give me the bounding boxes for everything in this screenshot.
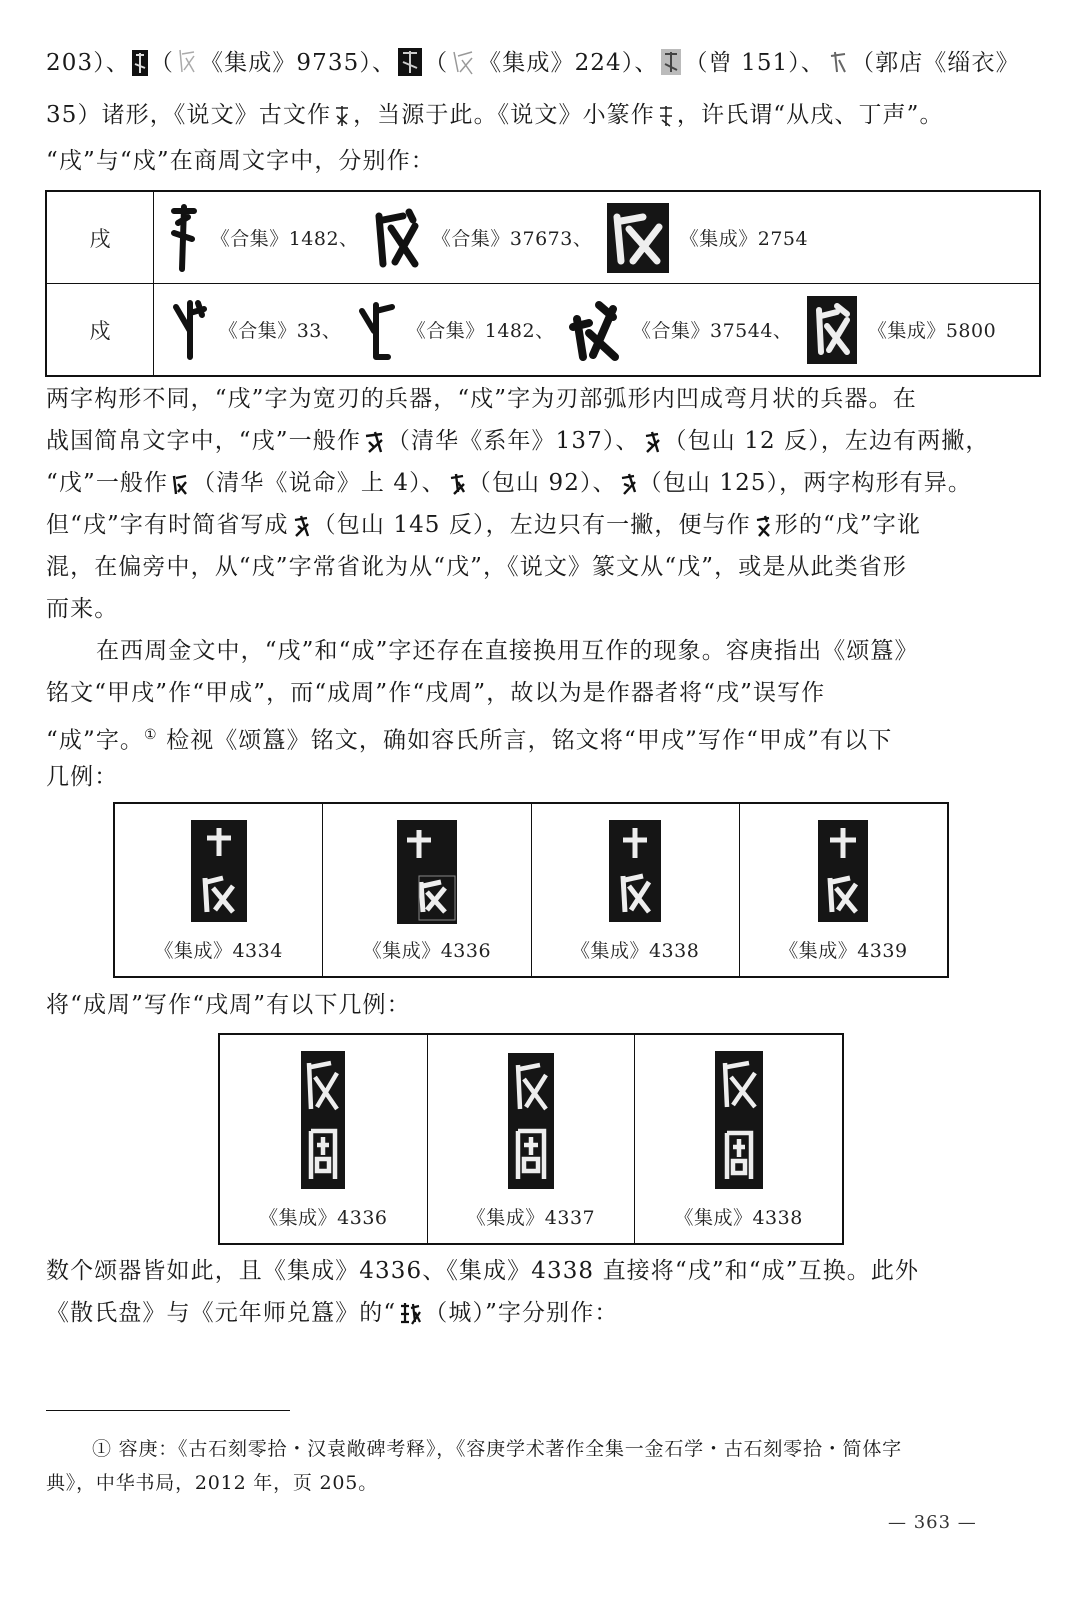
paragraph-line: “戌”与“戍”在商周文字中，分别作： — [46, 148, 435, 174]
figure-caption: 《集成》4336 — [259, 1207, 388, 1229]
text-run: 《集成》224）、 — [478, 50, 659, 76]
text-run: （包山 145 反），左边只有一撇，便与作 — [312, 512, 751, 538]
footnote-text: ① 容庚：《古石刻零拾・汉袁敞碑考释》，《容庚学术著作全集一金石学・古石刻零拾・简体字 — [92, 1438, 902, 1460]
text-run: 《集成》9735）、 — [200, 50, 397, 76]
rubbing-image — [397, 820, 457, 924]
row-header: 戍 — [46, 284, 154, 377]
paragraph-line: 而来。 — [46, 596, 119, 622]
paragraph-line — [46, 462, 1040, 504]
text-run: “戊”一般作 — [46, 470, 169, 496]
text-run: “成”字。 — [46, 727, 145, 754]
bamboo-glyph-image — [753, 512, 773, 538]
image-cell — [739, 803, 948, 977]
citation: 《合集》1482、 — [210, 228, 359, 250]
paragraph-line: 两字构形不同，“戌”字为宽刃的兵器，“戍”字为刃部弧形内凹成弯月状的兵器。在 — [46, 386, 917, 412]
guwen-glyph — [333, 104, 351, 128]
text-run: （郭店《缁衣》 — [851, 50, 1020, 76]
bamboo-glyph-image — [827, 48, 849, 76]
image-cell — [219, 1034, 427, 1244]
oracle-glyph-image — [569, 297, 621, 363]
text-run: ，当源于此。《说文》小篆作 — [353, 102, 655, 128]
oracle-glyph-image — [373, 206, 421, 270]
page-number: — 363 — — [888, 1512, 977, 1533]
paragraph-line: 几例： — [46, 764, 119, 790]
paragraph-line — [46, 94, 1040, 136]
text-run: ，许氏谓“从戌、丁声”。 — [676, 102, 944, 128]
bamboo-glyph-image — [291, 512, 311, 538]
table-row — [219, 1034, 843, 1244]
rubbing-image — [715, 1051, 763, 1189]
text-run: 检视《颂簋》铭文，确如容氏所言，铭文将“甲戌”写作“甲成”有以下 — [166, 727, 893, 754]
text-run: （曾 151）、 — [684, 50, 825, 76]
figure-caption: 《集成》4339 — [779, 940, 908, 962]
rubbing-image — [301, 1051, 345, 1189]
glyph-forms-table — [45, 190, 1041, 377]
seal-glyph — [657, 104, 675, 128]
paragraph-line — [46, 420, 1040, 462]
text-run: （包山 12 反），左边有两撇， — [663, 428, 990, 454]
table-row — [46, 284, 1040, 377]
glyph-cell — [154, 191, 1041, 284]
row-header: 戌 — [46, 191, 154, 284]
image-cell — [114, 803, 323, 977]
bronze-glyph-image — [176, 46, 198, 76]
text-run: （城）”字分别作： — [424, 1300, 619, 1326]
bamboo-glyph-image — [448, 470, 466, 496]
text-run: 203）、 — [46, 50, 130, 76]
text-run: （清华《说命》上 4）、 — [192, 470, 446, 496]
paragraph-line — [46, 714, 1040, 762]
image-cell — [427, 1034, 635, 1244]
paragraph-line — [46, 504, 1040, 546]
bronze-glyph-image — [132, 50, 148, 76]
figure-caption: 《集成》4334 — [154, 940, 283, 962]
text-run: （ — [149, 50, 175, 76]
footnote-divider — [46, 1410, 290, 1411]
image-cell — [635, 1034, 843, 1244]
citation: 《合集》37544、 — [631, 320, 793, 342]
table-row — [46, 191, 1040, 284]
bronze-rubbing-image — [807, 296, 857, 364]
rubbing-image — [818, 820, 868, 922]
chengzhou-examples-table — [218, 1033, 844, 1245]
bronze-rubbing-image — [607, 203, 669, 273]
paragraph-line — [46, 1292, 1040, 1334]
bamboo-glyph-image — [660, 48, 682, 76]
text-run: （包山 125），两字构形有异。 — [638, 470, 972, 496]
bamboo-glyph-image — [170, 470, 190, 496]
image-cell — [531, 803, 739, 977]
footnote-text: 典》，中华书局，2012 年，页 205。 — [46, 1472, 378, 1494]
oracle-glyph-image — [356, 297, 396, 363]
paragraph-line: 数个颂器皆如此，且《集成》4336、《集成》4338 直接将“戌”和“成”互换。此外 — [46, 1258, 920, 1284]
text-run: 但“戌”字有时简省写成 — [46, 512, 289, 538]
table-row — [114, 803, 948, 977]
figure-caption: 《集成》4336 — [362, 940, 492, 962]
rubbing-image — [609, 820, 661, 922]
paragraph-line: 混，在偏旁中，从“戌”字常省讹为从“戊”，《说文》篆文从“戊”，或是从此类省形 — [46, 554, 907, 580]
text-run: （清华《系年》137）、 — [386, 428, 640, 454]
text-run: 形的“戊”字讹 — [774, 512, 921, 538]
footnote-marker[interactable]: ① — [144, 727, 158, 743]
bamboo-glyph-image — [363, 428, 385, 454]
bronze-glyph-image — [450, 46, 476, 76]
citation: 《合集》33、 — [218, 320, 342, 342]
text-run: （包山 92）、 — [467, 470, 617, 496]
bamboo-glyph-image — [642, 428, 662, 454]
citation: 《合集》37673、 — [431, 228, 593, 250]
text-run: 35）诸形，《说文》古文作 — [46, 102, 332, 128]
paragraph-line: 铭文“甲戌”作“甲成”，而“成周”作“戌周”，故以为是作器者将“戌”误写作 — [46, 680, 826, 706]
rubbing-image — [508, 1053, 554, 1189]
rubbing-image — [191, 820, 247, 922]
citation: 《合集》1482、 — [406, 320, 555, 342]
image-cell — [323, 803, 531, 977]
citation: 《集成》5800 — [867, 320, 997, 342]
text-run: （ — [424, 50, 449, 76]
rare-glyph — [398, 1300, 422, 1326]
paragraph-line — [46, 42, 1040, 84]
bamboo-glyph-image — [619, 470, 637, 496]
text-run: 战国简帛文字中，“戌”一般作 — [46, 428, 361, 454]
paragraph-line: 在西周金文中，“戌”和“成”字还存在直接换用互作的现象。容庚指出《颂簋》 — [96, 638, 919, 664]
oracle-glyph-image — [168, 297, 208, 363]
figure-caption: 《集成》4337 — [466, 1207, 596, 1229]
bronze-glyph-image — [398, 48, 422, 76]
glyph-cell — [154, 284, 1041, 377]
oracle-glyph-image — [168, 203, 200, 273]
text-run: 《散氏盘》与《元年师兑簋》的“ — [46, 1300, 397, 1326]
figure-caption: 《集成》4338 — [674, 1207, 803, 1229]
figure-caption: 《集成》4338 — [570, 940, 700, 962]
jiacheng-examples-table — [113, 802, 949, 978]
paragraph-line: 将“成周”写作“戌周”有以下几例： — [46, 992, 411, 1018]
citation: 《集成》2754 — [679, 228, 809, 250]
